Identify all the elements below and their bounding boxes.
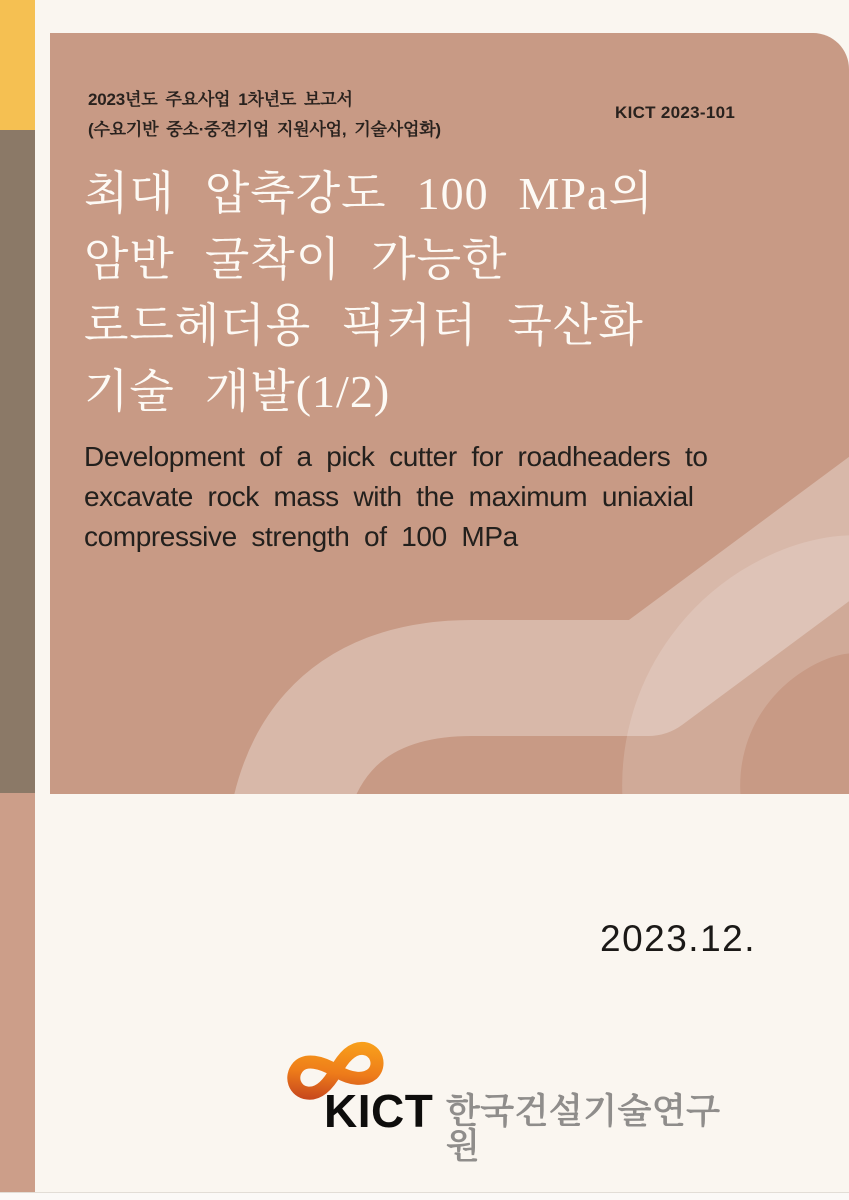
kict-logo-acronym: KICT — [324, 1085, 434, 1137]
kict-institute-name: 한국건설기술연구원 — [446, 1092, 721, 1166]
subtitle-line-2: excavate rock mass with the maximum uniaxial — [84, 481, 694, 512]
report-series-line1: 2023년도 주요사업 1차년도 보고서 — [88, 90, 353, 109]
publication-date: 2023.12. — [600, 918, 757, 959]
kict-logo — [280, 1032, 740, 1166]
accent-stripe-pink — [0, 793, 35, 1192]
report-number: KICT 2023-101 — [615, 103, 736, 122]
title-panel — [50, 33, 849, 794]
title-line-2: 암반 굴착이 가능한 — [84, 234, 508, 285]
report-series-line2: (수요기반 중소·중견기업 지원사업, 기술사업화) — [88, 120, 441, 139]
accent-stripe-brown — [0, 130, 35, 793]
report-series — [88, 85, 441, 145]
subtitle-line-1: Development of a pick cutter for roadheaders to — [84, 441, 708, 472]
report-title-english — [84, 437, 708, 557]
subtitle-line-3: compressive strength of 100 MPa — [84, 521, 518, 552]
bottom-strip — [0, 1192, 849, 1200]
title-line-4: 기술 개발(1/2) — [84, 366, 391, 417]
accent-stripe-yellow — [0, 0, 35, 130]
title-line-1: 최대 압축강도 100 MPa의 — [84, 168, 654, 219]
report-title-korean — [84, 161, 654, 425]
title-line-3: 로드헤더용 픽커터 국산화 — [84, 300, 644, 351]
